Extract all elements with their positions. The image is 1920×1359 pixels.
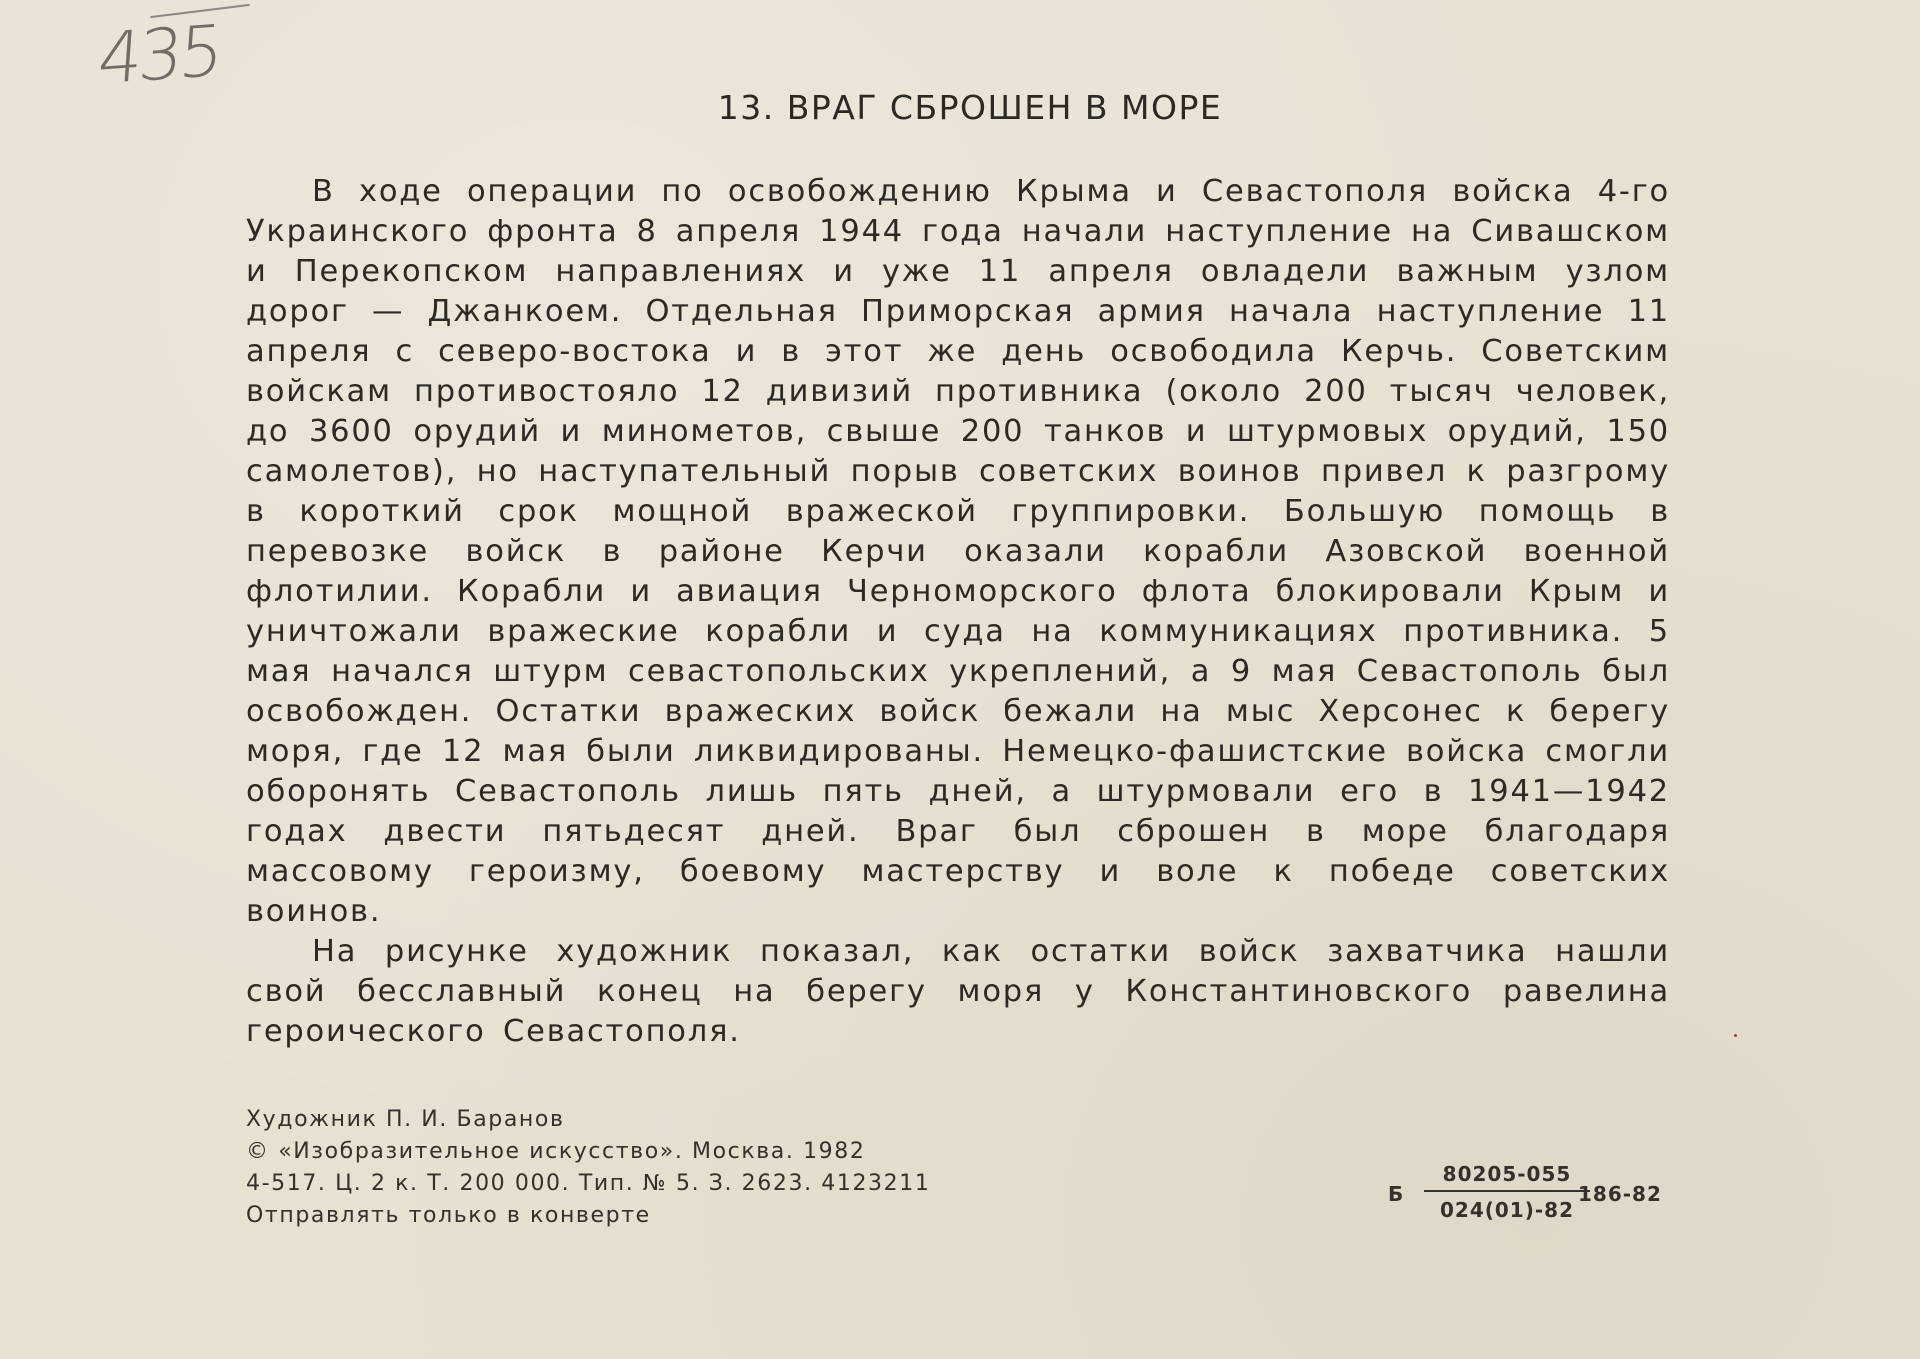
- imprint-block: [246, 1104, 930, 1232]
- paragraph-history: В ходе операции по освобождению Крыма и Севастополя войска 4-го Украинского фронта 8 апреля 1944 года начали наступление на Сивашском и Перекопском направлениях и уже 11 апреля овладели важным узлом дорог — Джанкоем. Отдельная Приморская армия начала наступление 11 апреля с северо-востока и в этот же день освободила Керчь. Советским войскам противостояло 12 дивизий противника (около 200 тысяч человек, до 3600 орудий и минометов, свыше 200 танков и штурмовых орудий, 150 самолетов), но наступательный порыв советских воинов привел к разгрому в короткий срок мощной вражеской группировки. Большую помощь в перевозке войск в районе Керчи оказали корабли Азовской военной флотилии. Корабли и авиация Черноморского флота блокировали Крым и уничтожали вражеские корабли и суда на коммуникациях противника. 5 мая начался штурм севастопольских укреплений, а 9 мая Севастополь был освобожден. Остатки вражеских войск бежали на мыс Херсонес к берегу моря, где 12 мая были ликвидированы. Немецко-фашистские войска смогли оборонять Севастополь лишь пять дней, а штурмовали его в 1941—1942 годах двести пятьдесят дней. Враг был сброшен в море благодаря массовому героизму, боевому мастерству и воле к победе советских воинов.: [246, 174, 1670, 929]
- code-suffix: 186-82: [1578, 1182, 1662, 1206]
- paragraph-illustration: На рисунке художник показал, как остатки войск захватчика нашли свой бесславный конец на берегу моря у Константиновского равелина героического Севастополя.: [246, 934, 1670, 1049]
- mailing-note: Отправлять только в конверте: [246, 1203, 651, 1228]
- fraction-bar: [1424, 1190, 1590, 1192]
- code-letter: Б: [1388, 1182, 1404, 1206]
- handwritten-number: 435: [95, 9, 223, 101]
- paper-speck: [1734, 1034, 1737, 1037]
- code-numerator: 80205-055: [1442, 1162, 1572, 1186]
- description-text: [246, 172, 1670, 1052]
- code-fraction: [1424, 1160, 1590, 1224]
- code-denominator: 024(01)-82: [1440, 1198, 1574, 1222]
- print-info: 4-517. Ц. 2 к. Т. 200 000. Тип. № 5. З. 2623. 4123211: [246, 1171, 931, 1196]
- page-title: 13. ВРАГ СБРОШЕН В МОРЕ: [717, 88, 1223, 127]
- copyright-line: © «Изобразительное искусство». Москва. 1982: [246, 1139, 866, 1164]
- artist-credit: Художник П. И. Баранов: [246, 1107, 565, 1132]
